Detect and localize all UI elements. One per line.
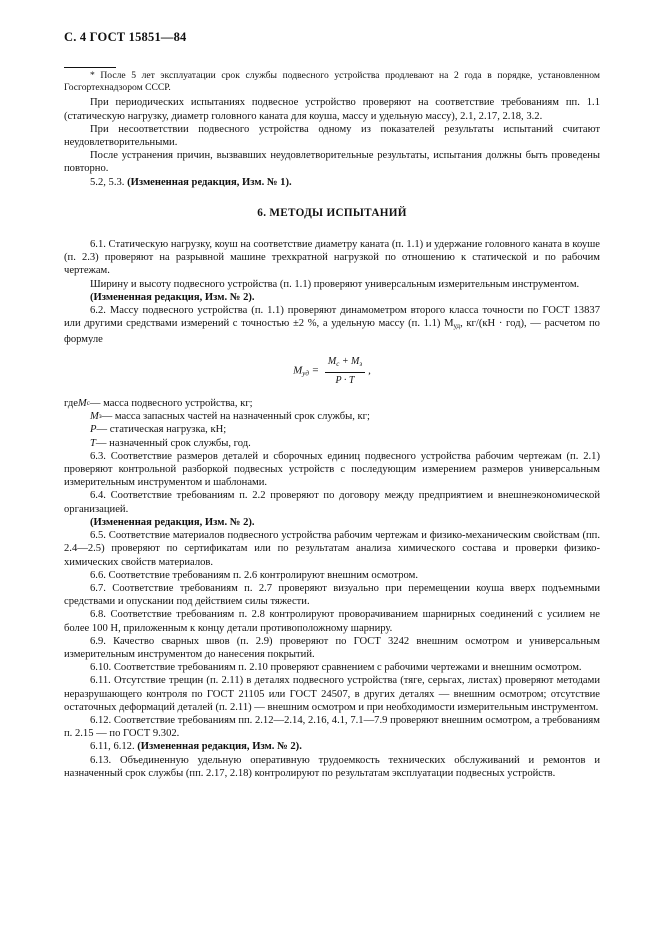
paragraph-6-9: 6.9. Качество сварных швов (п. 2.9) проверяют по ГОСТ 3242 внешним осмотром и универсальным измерительным инструментом до нанесения покрытий. <box>64 635 600 660</box>
paragraph-6-10: 6.10. Соответствие требованиям п. 2.10 проверяют сравнением с рабочими чертежами и внешним осмотром. <box>90 662 582 674</box>
paragraph-6-6: 6.6. Соответствие требованиям п. 2.6 контролируют внешним осмотром. <box>90 569 418 581</box>
paragraph-6-3: 6.3. Соответствие размеров деталей и сборочных единиц подвесного устройства рабочим чертежам (п. 2.1) проверяют контрольной разборкой подвесных устройств с последующим измерением размеров универсальным измерительным инструментом и шаблонами. <box>64 450 600 489</box>
definition-item: где M c — масса подвесного устройства, кг; <box>64 398 253 410</box>
paragraph-6-1: 6.1. Статическую нагрузку, коуш на соответствие диаметру каната (п. 1.1) и удержание головного каната в коуше (п. 2.3) проверяют на разрывной машине трехкратной нагрузкой по отношению к статической и по рабочим чертежам. <box>64 239 600 277</box>
definition-item: T — назначенный срок службы, год. <box>90 437 251 449</box>
amendment-note: 6.11, 6.12. (Измененная редакция, Изм. № 2). <box>90 741 302 753</box>
formula-tail: , <box>368 364 371 377</box>
amendment-note: (Измененная редакция, Изм. № 2). <box>90 516 255 528</box>
paragraph-6-11: 6.11. Отсутствие трещин (п. 2.11) в деталях подвесного устройства (тяге, серьгах, листах) проверяют методами неразрушающего контроля по ГОСТ 21105 или ГОСТ 24507, в других деталях — внешним осмотром; отсутствие остаточных деформаций деталей (п. 2.11) — внешним осмотром и при необходимости измерительным инструментом. <box>64 675 600 713</box>
paragraph-6-1b: Ширину и высоту подвесного устройства (п. 1.1) проверяют универсальным измерительным инструментом. <box>90 278 580 290</box>
paragraph: При несоответствии подвесного устройства одному из показателей результаты испытаний считают неудовлетворительными. <box>64 123 600 149</box>
paragraph-6-13: 6.13. Объединенную удельную оперативную трудоемкость технических обслуживаний и ремонтов и назначенный срок службы (пп. 2.17, 2.18) контролируют по результатам эксплуатации подвесных устройств. <box>64 754 600 779</box>
paragraph-6-12: 6.12. Соответствие требованиям пп. 2.12—2.14, 2.16, 4.1, 7.1—7.9 проверяют внешним осмотром, а требованиям п. 2.15 — по ГОСТ 9.302. <box>64 714 600 740</box>
paragraph-text: 6.2. Массу подвесного устройства (п. 1.1) проверяют динамометром второго класса точности по ГОСТ 13837 или другими средствами измерений с точностью ±2 %, а удельную массу (п. 1.1) M <box>64 305 600 330</box>
formula-lhs-sub: уд <box>302 369 309 378</box>
section-title: 6. МЕТОДЫ ИСПЫТАНИЙ <box>257 206 407 219</box>
formula-eq: = <box>311 364 320 377</box>
paragraph-6-5: 6.5. Соответствие материалов подвесного устройства рабочим чертежам и физико-механическим свойствам (пп. 2.4—2.5) проверяют по сертификатам или по результатам анализа химического состава и проверки физико-химических свойств материалов. <box>64 530 600 568</box>
formula-fraction <box>325 355 365 387</box>
paragraph: После устранения причин, вызвавших неудовлетворительные результаты, испытания должны быть проведены повторно. <box>64 150 600 175</box>
formula-lhs: M <box>293 364 303 377</box>
amendment-note <box>64 176 600 189</box>
paragraph-6-2 <box>64 304 600 347</box>
paragraph-6-8: 6.8. Соответствие требованиям п. 2.8 контролируют проворачиванием шарнирных соединений с усилием не более 100 Н, приложенным к концу детали противоположному шарниру. <box>64 609 600 634</box>
footnote: * После 5 лет эксплуатации срок службы подвесного устройства продлевают на 2 года в порядке, установленном Госгортехнадзором СССР. <box>64 70 600 94</box>
amendment-clause: 5.2, 5.3. <box>90 176 128 188</box>
page-header: С. 4 ГОСТ 15851—84 <box>64 30 187 44</box>
amendment-text: (Измененная редакция, Изм. № 1). <box>127 176 292 188</box>
footnote-rule <box>64 67 116 68</box>
amendment-note: (Измененная редакция, Изм. № 2). <box>90 291 255 303</box>
subscript: уд <box>453 322 461 331</box>
formula <box>64 355 600 387</box>
paragraph-text-end: , кг/(кН · год), — расчетом по формуле <box>64 318 600 346</box>
document-body <box>64 70 600 780</box>
paragraph-6-4: 6.4. Соответствие требованиям п. 2.2 проверяют по договору между предприятием и внешнеэкономической организацией. <box>64 490 600 515</box>
formula-denominator: P · T <box>335 374 355 386</box>
paragraph-6-7: 6.7. Соответствие требованиям п. 2.7 проверяют визуально при перемещении коуша вверх подъемными средствами и опускании под действием силы тяжести. <box>64 582 600 608</box>
paragraph: При периодических испытаниях подвесное устройство проверяют на соответствие требованиям пп. 1.1 (статическую нагрузку, диаметр головного каната для коуша, массу и удельную массу), 2.1, 2.17, 2.18, 3.2. <box>64 97 600 122</box>
definition-item: P — статическая нагрузка, кН; <box>90 424 227 436</box>
formula-numerator: $M_c + M_з$ <box>325 355 365 373</box>
definition-item: M з — масса запасных частей на назначенный срок службы, кг; <box>90 411 370 423</box>
formula-definitions <box>64 397 600 450</box>
